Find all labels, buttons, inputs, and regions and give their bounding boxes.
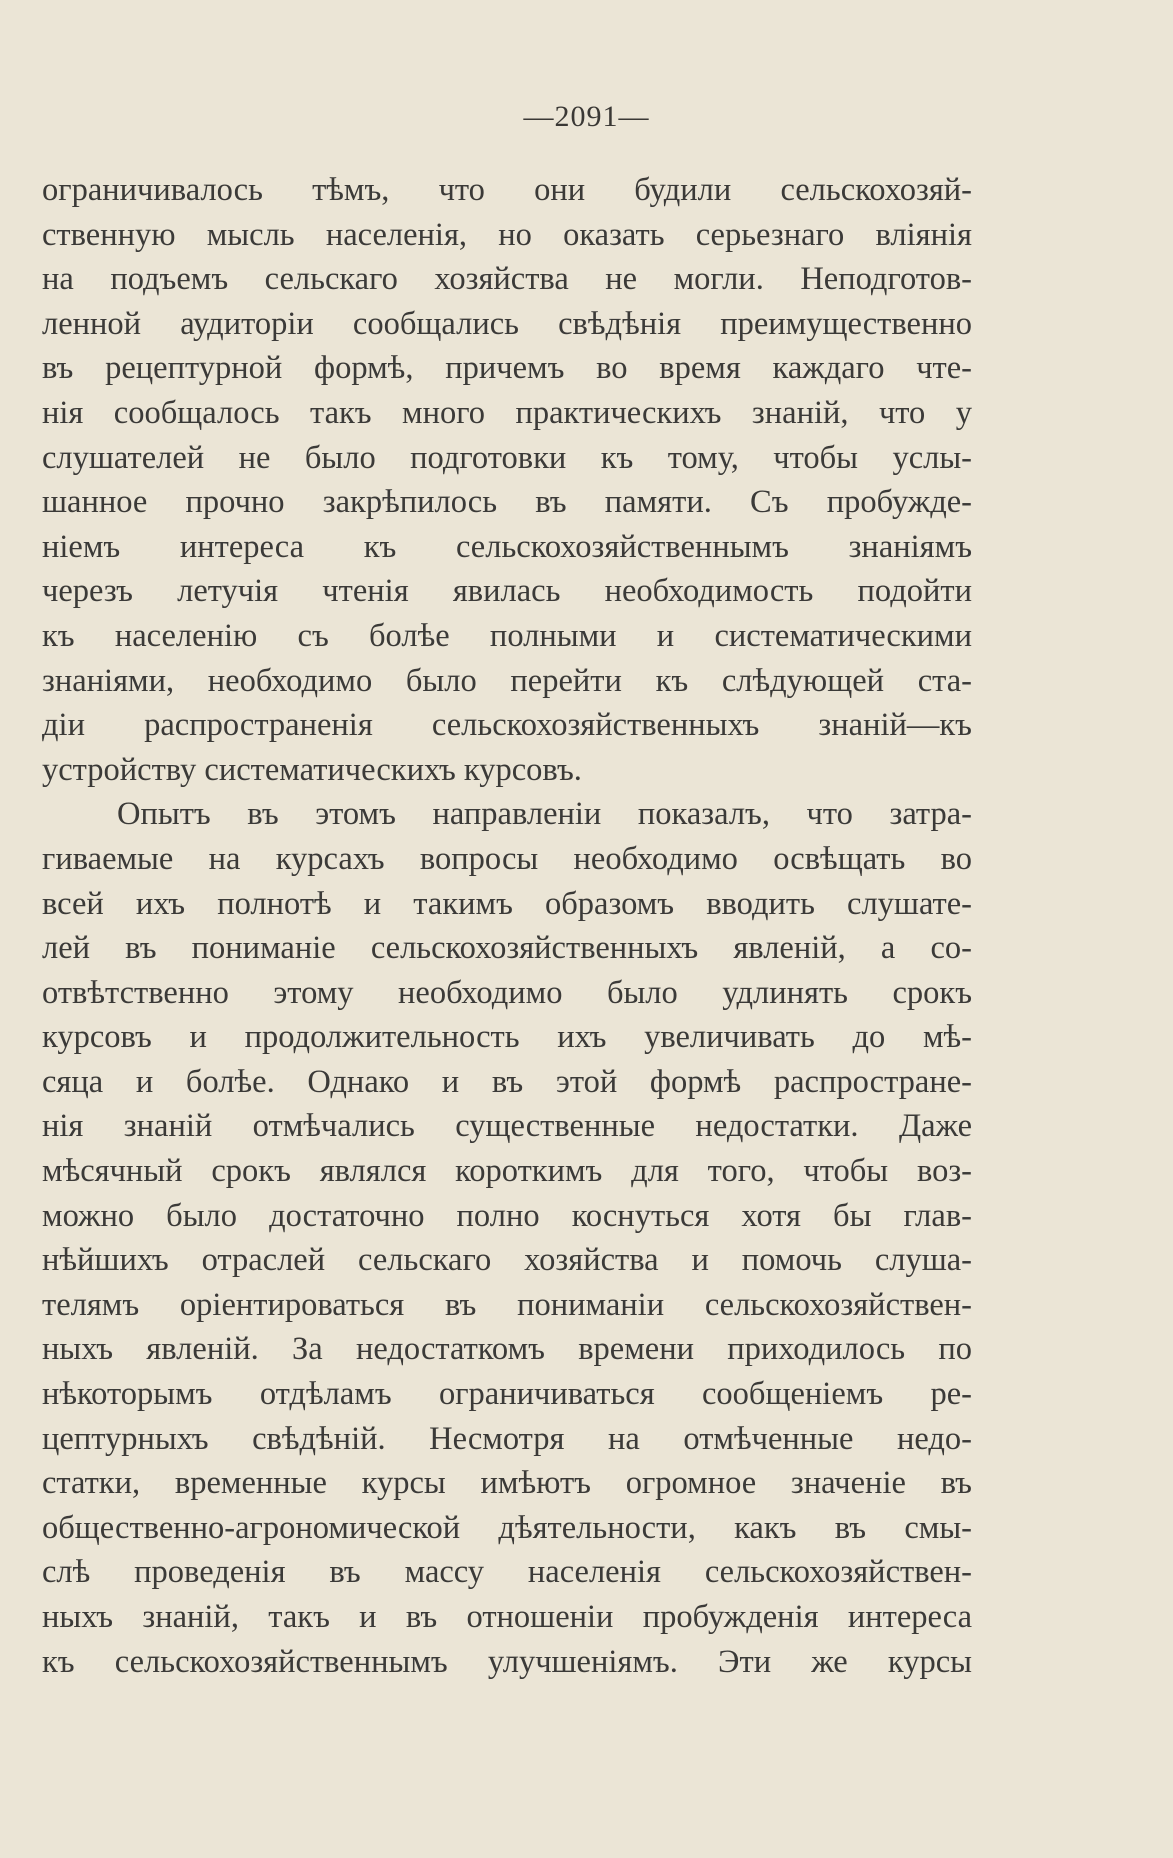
text-line: къ населенію съ болѣе полными и систематическими <box>42 617 972 654</box>
page-number: —2091— <box>523 100 650 133</box>
text-line: нѣйшихъ отраслей сельскаго хозяйства и помочь слуша- <box>42 1242 972 1279</box>
text-line: ныхъ явленій. За недостаткомъ времени приходилось по <box>42 1331 972 1368</box>
text-line: цептурныхъ свѣдѣній. Несмотря на отмѣченные недо- <box>42 1420 972 1457</box>
paragraph-2 <box>42 792 972 1684</box>
text-line: къ сельскохозяйственнымъ улучшеніямъ. Эти же курсы <box>42 1643 972 1680</box>
text-line: всей ихъ полнотѣ и такимъ образомъ вводить слушате- <box>42 885 972 922</box>
text-line: курсовъ и продолжительность ихъ увеличивать до мѣ- <box>42 1019 972 1056</box>
text-line: ственную мысль населенія, но оказать серьезнаго вліянія <box>42 216 972 253</box>
text-line: гиваемые на курсахъ вопросы необходимо освѣщать во <box>42 840 972 877</box>
text-line: можно было достаточно полно коснуться хотя бы глав- <box>42 1197 972 1234</box>
text-line: слушателей не было подготовки къ тому, чтобы услы- <box>42 439 972 476</box>
text-line: ленной аудиторіи сообщались свѣдѣнія преимущественно <box>42 305 972 342</box>
text-line: слѣ проведенія въ массу населенія сельскохозяйствен- <box>42 1554 972 1591</box>
text-line: нія знаній отмѣчались существенные недостатки. Даже <box>42 1108 972 1145</box>
text-line: ограничивалось тѣмъ, что они будили сельскохозяй- <box>42 172 972 208</box>
text-line: отвѣтственно этому необходимо было удлинять срокъ <box>42 974 972 1011</box>
text-line: ныхъ знаній, такъ и въ отношеніи пробужденія интереса <box>42 1599 972 1635</box>
paragraph-1 <box>42 168 972 792</box>
text-line: ніемъ интереса къ сельскохозяйственнымъ знаніямъ <box>42 528 972 565</box>
text-line: сяца и болѣе. Однако и въ этой формѣ распростране- <box>42 1063 972 1100</box>
text-line: знаніями, необходимо было перейти къ слѣдующей ста- <box>42 662 972 699</box>
text-line: нѣкоторымъ отдѣламъ ограничиваться сообщеніемъ ре- <box>42 1376 972 1413</box>
body-text <box>42 168 972 1684</box>
text-line: статки, временные курсы имѣютъ огромное значеніе въ <box>42 1465 972 1502</box>
text-line: на подъемъ сельскаго хозяйства не могли. Неподготов- <box>42 261 972 298</box>
text-line: устройству систематическихъ курсовъ. <box>42 751 582 788</box>
text-line: діи распространенія сельскохозяйственныхъ знаній—къ <box>42 707 972 744</box>
text-line: черезъ летучія чтенія явилась необходимость подойти <box>42 573 972 610</box>
text-line: нія сообщалось такъ много практическихъ знаній, что у <box>42 394 972 431</box>
text-line: въ рецептурной формѣ, причемъ во время каждаго чте- <box>42 350 972 387</box>
text-line: мѣсячный срокъ являлся короткимъ для того, чтобы воз- <box>42 1153 972 1190</box>
text-line: общественно-агрономической дѣятельности, какъ въ смы- <box>42 1509 972 1546</box>
text-line: шанное прочно закрѣпилось въ памяти. Съ пробужде- <box>42 484 972 521</box>
text-line: Опытъ въ этомъ направленіи показалъ, что затра- <box>117 796 972 833</box>
text-line: телямъ оріентироваться въ пониманіи сельскохозяйствен- <box>42 1286 972 1323</box>
text-line: лей въ пониманіе сельскохозяйственныхъ явленій, а со- <box>42 930 972 967</box>
